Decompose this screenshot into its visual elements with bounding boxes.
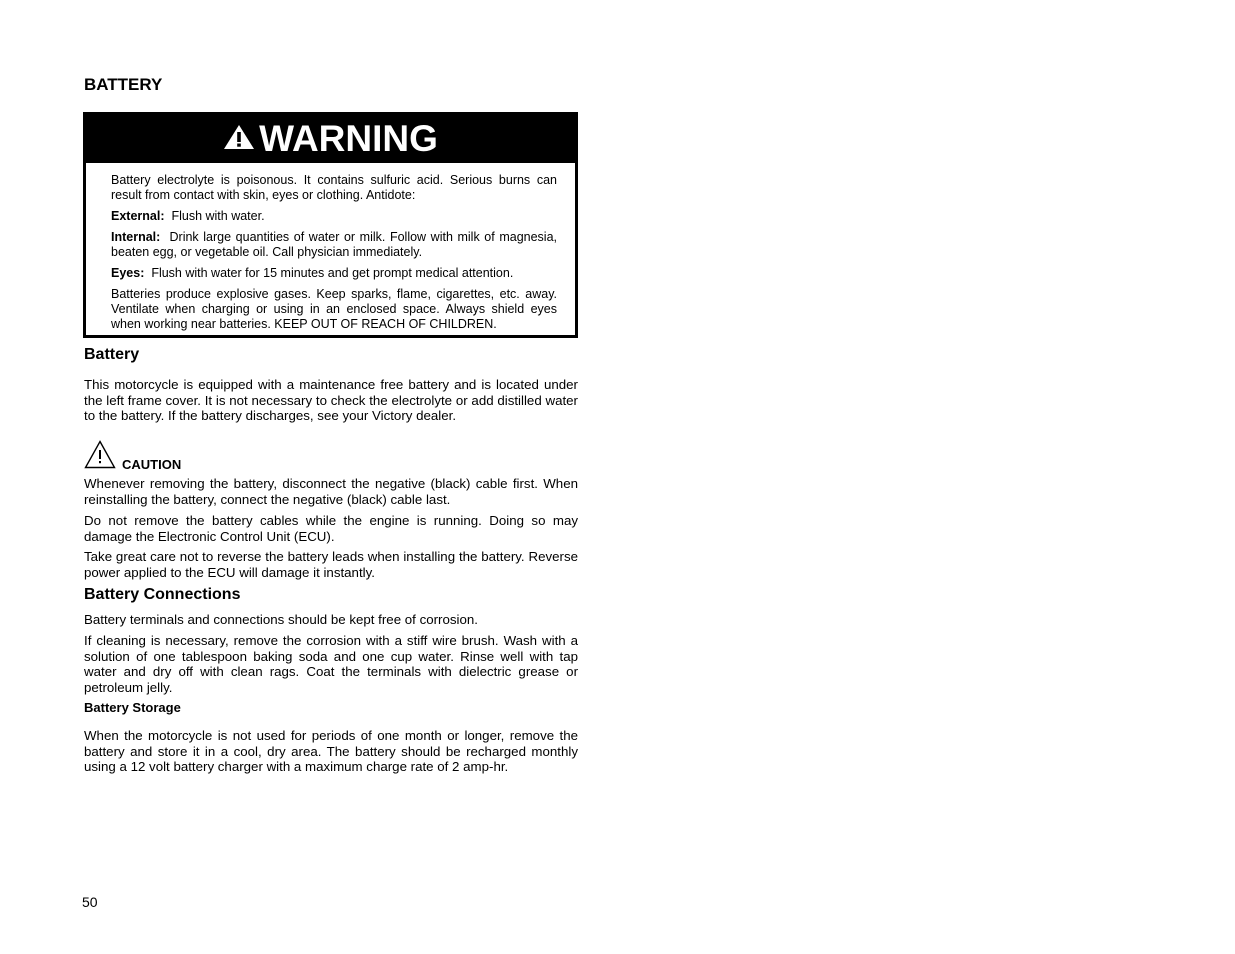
caution-paragraph-3: Take great care not to reverse the battery leads when installing the battery. Reverse power applied to the ECU will damage it instantly. (84, 549, 578, 580)
warning-box (83, 112, 578, 338)
warning-header (86, 115, 575, 163)
warning-intro: Battery electrolyte is poisonous. It contains sulfuric acid. Serious burns can result from contact with skin, eyes or clothing. Antidote: (111, 173, 557, 202)
warning-external (111, 209, 557, 224)
caution-triangle-icon (84, 440, 116, 474)
caution-paragraph-2: Do not remove the battery cables while the engine is running. Doing so may damage the Electronic Control Unit (ECU). (84, 513, 578, 544)
warning-body (86, 163, 575, 332)
caution-label: CAUTION (122, 457, 182, 472)
warning-eyes (111, 266, 557, 281)
connections-paragraph-1: Battery terminals and connections should be kept free of corrosion. (84, 612, 478, 627)
external-text: Flush with water. (171, 209, 265, 223)
caution-paragraph-1: Whenever removing the battery, disconnect the negative (black) cable first. When reinstalling the battery, connect the negative (black) cable last. (84, 476, 578, 507)
warning-gases: Batteries produce explosive gases. Keep sparks, flame, cigarettes, etc. away. Ventilate when charging or using in an enclosed space. Always shield eyes when working near batteries. KEEP OUT OF REACH OF CHILDREN. (111, 287, 557, 331)
external-label: External: (111, 209, 165, 223)
eyes-text: Flush with water for 15 minutes and get prompt medical attention. (151, 266, 514, 280)
internal-text: Drink large quantities of water or milk. Follow with milk of magnesia, beaten egg, or vegetable oil. Call physician immediately. (111, 230, 557, 259)
connections-heading: Battery Connections (84, 586, 241, 603)
storage-heading: Battery Storage (84, 700, 181, 715)
battery-text: This motorcycle is equipped with a maintenance free battery and is located under the left frame cover. It is not necessary to check the electrolyte or add distilled water to the battery. If the battery discharges, see your Victory dealer. (84, 377, 578, 423)
section-title: BATTERY (84, 75, 163, 94)
connections-paragraph-2: If cleaning is necessary, remove the corrosion with a stiff wire brush. Wash with a solution of one tablespoon baking soda and one cup water. Rinse well with tap water and dry off with clean rags. Coat the terminals with dielectric grease or petroleum jelly. (84, 633, 578, 695)
caution-notice (84, 440, 181, 474)
warning-title: WARNING (259, 118, 438, 159)
internal-label: Internal: (111, 230, 161, 244)
page-number: 50 (82, 894, 98, 910)
warning-internal (111, 230, 557, 260)
eyes-label: Eyes: (111, 266, 145, 280)
battery-heading: Battery (84, 346, 140, 363)
warning-triangle-icon (223, 124, 255, 155)
storage-text: When the motorcycle is not used for periods of one month or longer, remove the battery and store it in a cool, dry area. The battery should be recharged monthly using a 12 volt battery charger with a maximum charge rate of 2 amp-hr. (84, 728, 578, 774)
